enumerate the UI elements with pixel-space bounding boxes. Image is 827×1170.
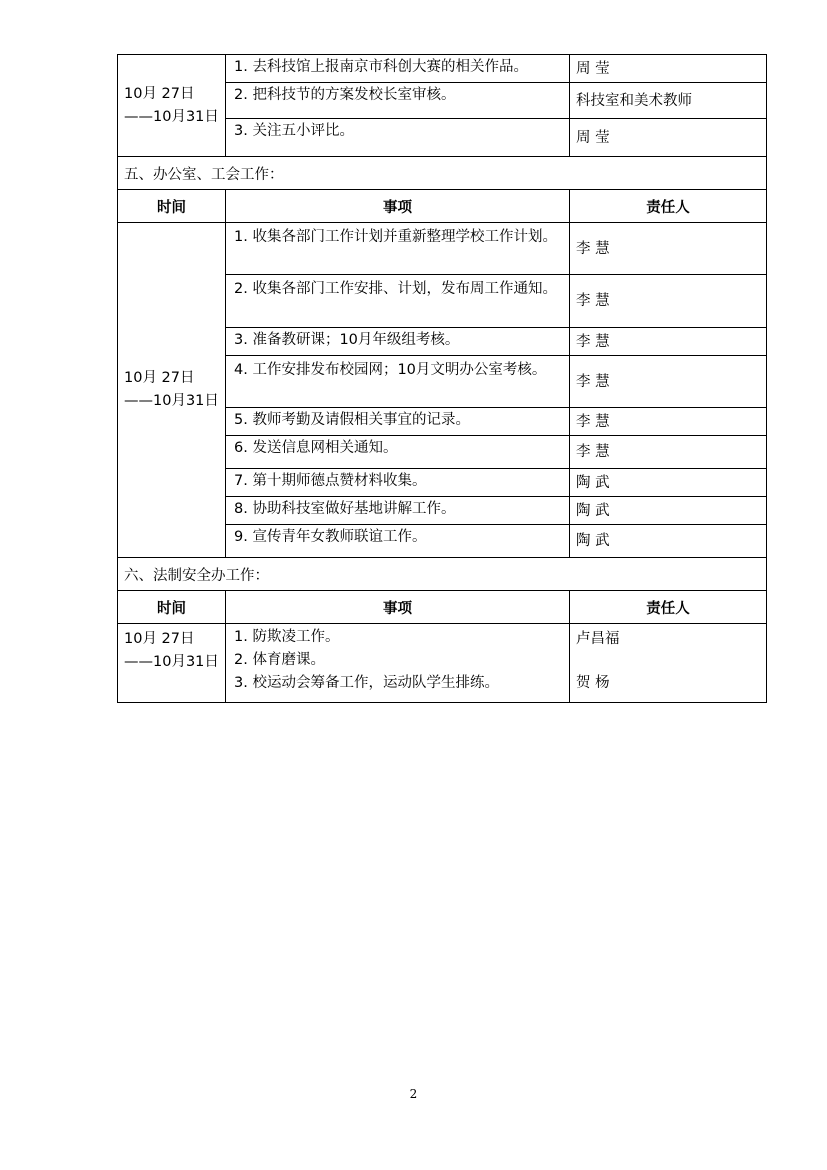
table-row bbox=[118, 55, 767, 83]
work-plan-table bbox=[117, 54, 767, 703]
section-title: 五、办公室、工会工作： bbox=[118, 157, 767, 190]
header-owner: 责任人 bbox=[570, 190, 767, 223]
header-row bbox=[118, 591, 767, 624]
section-heading-row bbox=[118, 558, 767, 591]
owner-cell: 李 慧 bbox=[570, 356, 767, 408]
owner-cell bbox=[570, 624, 767, 703]
task-line: 3. 校运动会筹备工作，运动队学生排练。 bbox=[234, 675, 499, 691]
owner-cell: 科技室和美术教师 bbox=[570, 83, 767, 119]
header-owner: 责任人 bbox=[570, 591, 767, 624]
task-cell: 2. 收集各部门工作安排、计划，发布周工作通知。 bbox=[226, 275, 570, 328]
task-line: 1. 防欺凌工作。 bbox=[234, 629, 340, 645]
task-cell: 7. 第十期师德点赞材料收集。 bbox=[226, 469, 570, 497]
header-time: 时间 bbox=[118, 190, 226, 223]
owner-cell: 周 莹 bbox=[570, 119, 767, 157]
header-item: 事项 bbox=[226, 591, 570, 624]
task-cell: 8. 协助科技室做好基地讲解工作。 bbox=[226, 497, 570, 525]
header-time: 时间 bbox=[118, 591, 226, 624]
section-title: 六、法制安全办工作： bbox=[118, 558, 767, 591]
section-heading-row bbox=[118, 157, 767, 190]
task-cell: 9. 宣传青年女教师联谊工作。 bbox=[226, 525, 570, 558]
table-row bbox=[118, 223, 767, 275]
task-cell: 5. 教师考勤及请假相关事宜的记录。 bbox=[226, 408, 570, 436]
header-item: 事项 bbox=[226, 190, 570, 223]
owner-cell: 陶 武 bbox=[570, 469, 767, 497]
owner-cell: 陶 武 bbox=[570, 525, 767, 558]
task-cell: 4. 工作安排发布校园网；10月文明办公室考核。 bbox=[226, 356, 570, 408]
owner-cell: 周 莹 bbox=[570, 55, 767, 83]
header-row bbox=[118, 190, 767, 223]
owner-cell: 李 慧 bbox=[570, 408, 767, 436]
owner-cell: 李 慧 bbox=[570, 223, 767, 275]
table-row bbox=[118, 624, 767, 703]
task-cell: 1. 收集各部门工作计划并重新整理学校工作计划。 bbox=[226, 223, 570, 275]
owner-line: 贺 杨 bbox=[576, 675, 610, 691]
task-cell: 3. 准备教研课；10月年级组考核。 bbox=[226, 328, 570, 356]
page-number: 2 bbox=[409, 1087, 418, 1101]
owner-cell: 李 慧 bbox=[570, 275, 767, 328]
task-cell: 6. 发送信息网相关通知。 bbox=[226, 436, 570, 469]
task-cell: 3. 关注五小评比。 bbox=[226, 119, 570, 157]
owner-cell: 李 慧 bbox=[570, 328, 767, 356]
date-cell: 10月 27日——10月31日 bbox=[118, 223, 226, 558]
task-cell bbox=[226, 624, 570, 703]
owner-line: 卢昌福 bbox=[576, 631, 620, 647]
task-cell: 1. 去科技馆上报南京市科创大赛的相关作品。 bbox=[226, 55, 570, 83]
task-line: 2. 体育磨课。 bbox=[234, 652, 325, 668]
date-cell: 10月 27日——10月31日 bbox=[118, 55, 226, 157]
owner-cell: 陶 武 bbox=[570, 497, 767, 525]
owner-cell: 李 慧 bbox=[570, 436, 767, 469]
task-cell: 2. 把科技节的方案发校长室审核。 bbox=[226, 83, 570, 119]
date-cell: 10月 27日——10月31日 bbox=[118, 624, 226, 703]
